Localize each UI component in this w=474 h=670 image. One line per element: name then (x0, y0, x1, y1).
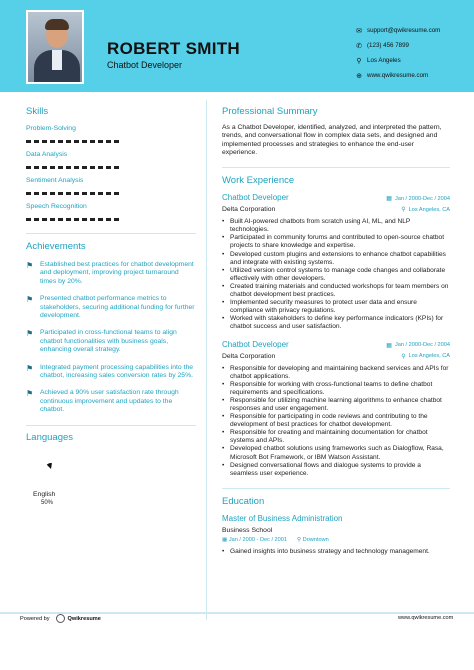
job-bullet: • Designed conversational flows and dialogue systems to provide a seamless user experience. (222, 462, 450, 478)
contact-location (353, 53, 440, 68)
job-bullets (222, 365, 450, 478)
globe-icon: ⊕ (356, 72, 362, 80)
company-name: Delta Corporation (222, 352, 276, 360)
contact-email-text: support@qwikresume.com (367, 27, 441, 34)
calendar-icon: ▦ (222, 536, 229, 543)
brand-name[interactable]: Qwikresume (67, 615, 101, 622)
achievement-item (26, 261, 196, 286)
pin-icon: ⚲ (297, 536, 303, 543)
education-heading: Education (222, 495, 265, 507)
education-location (297, 537, 329, 543)
education-bullets (222, 548, 450, 556)
skill-rating (26, 218, 196, 221)
summary-heading: Professional Summary (222, 106, 318, 117)
powered-by (20, 614, 101, 623)
school-name: Business School (222, 526, 273, 534)
job-bullet: • Developed chatbot solutions using frameworks such as Dialogflow, Rasa, Microsoft Bot Framework, or IBM Watson Assistant. (222, 445, 450, 461)
achievement-text: Presented chatbot performance metrics to stakeholders, securing additional funding for further development. (40, 295, 195, 320)
summary-text: As a Chatbot Developer, identified, analyzed, and interpreted the pattern, trends, and conversational flow in complex data sets, and designed and implemented processes and strategies to enhance the end-user experience. (222, 124, 442, 156)
section-divider (26, 425, 196, 426)
job-bullet: • Responsible for developing and maintaining backend services and APIs for chatbot applications. (222, 365, 450, 381)
left-column (26, 106, 196, 506)
skills-heading: Skills (26, 106, 49, 117)
achievement-item (26, 364, 196, 381)
job-location-text: Los Angeles, CA (408, 206, 450, 213)
section-divider (222, 167, 450, 168)
right-column (222, 106, 450, 556)
column-divider (206, 100, 207, 620)
skill-rating (26, 166, 196, 169)
job-bullet: • Implemented security measures to protect user data and ensure compliance with privacy regulations. (222, 299, 450, 315)
phone-icon: ✆ (356, 42, 362, 50)
achievement-item (26, 329, 196, 354)
language-level: 50% (41, 499, 54, 506)
powered-by-label: Powered by (20, 615, 50, 622)
achievement-item (26, 389, 196, 414)
job-entry (222, 340, 450, 478)
skill-item: Data Analysis (26, 151, 68, 158)
education-bullet: • Gained insights into business strategy and technology management. (222, 548, 450, 556)
job-bullet: • Built AI-powered chatbots from scratch using AI, ML, and NLP technologies. (222, 218, 450, 234)
contact-website-text: www.qwikresume.com (367, 72, 429, 79)
job-bullet: • Created training materials and conducted workshops for team members on chatbot development best practices. (222, 283, 450, 299)
flag-icon: ⚑ (26, 295, 34, 305)
education-location-text: Downtown (302, 536, 329, 543)
education-dates (222, 537, 287, 543)
skill-item: Speech Recognition (26, 203, 87, 210)
job-bullet: • Participated in community forums and contributed to open-source chatbot projects to share knowledge and expertise. (222, 234, 450, 250)
language-level-arc (47, 463, 52, 469)
achievement-text: Achieved a 90% user satisfaction rate through continuous improvement and updates to the chatbot. (40, 389, 179, 414)
achievement-item (26, 295, 196, 320)
calendar-icon: ▦ (386, 196, 392, 203)
pin-icon: ⚲ (401, 353, 406, 360)
company-name: Delta Corporation (222, 206, 276, 214)
language-level-ring (33, 451, 69, 487)
job-bullet: • Utilized version control systems to manage code changes and collaborate effectively with other developers. (222, 267, 450, 283)
profile-photo (26, 10, 84, 84)
job-dates (386, 195, 450, 202)
skill-item: Sentiment Analysis (26, 177, 84, 184)
job-bullet: • Responsible for participating in code reviews and contributing to the development of best practices for chatbot development. (222, 413, 450, 429)
job-entry (222, 193, 450, 331)
contact-list (353, 23, 440, 83)
job-bullets (222, 218, 450, 331)
degree-title: Master of Business Administration (222, 513, 343, 523)
contact-location-text: Los Angeles (367, 57, 401, 64)
footer-website[interactable]: www.qwikresume.com (398, 615, 454, 621)
job-bullet: • Responsible for creating and maintaining documentation for chatbot systems and APIs. (222, 429, 450, 445)
flag-icon: ⚑ (26, 363, 34, 373)
contact-phone-text: (123) 456 7899 (367, 42, 409, 49)
contact-website[interactable] (353, 68, 440, 83)
candidate-name: ROBERT SMITH (107, 39, 240, 58)
achievement-text: Participated in cross-functional teams to align chatbot functionalities with business goals, enhancing overall strategy. (40, 329, 177, 354)
calendar-icon: ▦ (386, 342, 392, 349)
header-band (0, 0, 474, 92)
language-level-chart (33, 451, 69, 487)
contact-email[interactable] (353, 23, 440, 38)
language-name: English (33, 490, 56, 498)
qwikresume-logo-icon (56, 614, 65, 623)
section-divider (26, 233, 196, 234)
job-location-text: Los Angeles, CA (408, 353, 450, 359)
job-dates (386, 342, 450, 349)
email-icon: ✉ (356, 27, 362, 35)
achievement-text: Established best practices for chatbot development and deployment, improving project turnaround times by 20%. (40, 261, 194, 285)
job-title: Chatbot Developer (222, 339, 289, 349)
candidate-role: Chatbot Developer (107, 60, 183, 70)
job-bullet: • Responsible for working with cross-functional teams to define chatbot requirements and specifications. (222, 381, 450, 397)
contact-phone[interactable] (353, 38, 440, 53)
job-location (401, 206, 450, 213)
achievement-text: Integrated payment processing capabilities into the chatbot, increasing sales conversion rates by 25%. (40, 363, 194, 380)
pin-icon: ⚲ (401, 207, 406, 214)
languages-heading: Languages (26, 431, 74, 443)
education-meta (222, 537, 450, 543)
job-dates-text: Jan / 2000-Dec / 2004 (394, 342, 450, 348)
experience-heading: Work Experience (222, 175, 295, 187)
location-icon: ⚲ (356, 57, 362, 65)
section-divider (222, 488, 450, 489)
skill-rating (26, 140, 196, 143)
skill-item: Problem-Solving (26, 125, 76, 132)
job-title: Chatbot Developer (222, 193, 289, 203)
job-bullet: • Responsible for utilizing machine learning algorithms to enhance chatbot responses and user engagement. (222, 397, 450, 413)
job-dates-text: Jan / 2000-Dec / 2004 (394, 195, 450, 202)
education-dates-text: Jan / 2000 - Dec / 2001 (228, 536, 287, 543)
job-location (401, 353, 450, 360)
job-bullet: • Developed custom plugins and extensions to enhance chatbot capabilities and integrate with existing systems. (222, 251, 450, 267)
flag-icon: ⚑ (26, 261, 34, 270)
flag-icon: ⚑ (26, 389, 34, 399)
job-bullet: • Worked with stakeholders to define key performance indicators (KPIs) for chatbot success and user satisfaction. (222, 315, 450, 331)
skill-rating (26, 192, 196, 195)
flag-icon: ⚑ (26, 329, 34, 339)
achievements-heading: Achievements (26, 241, 86, 252)
